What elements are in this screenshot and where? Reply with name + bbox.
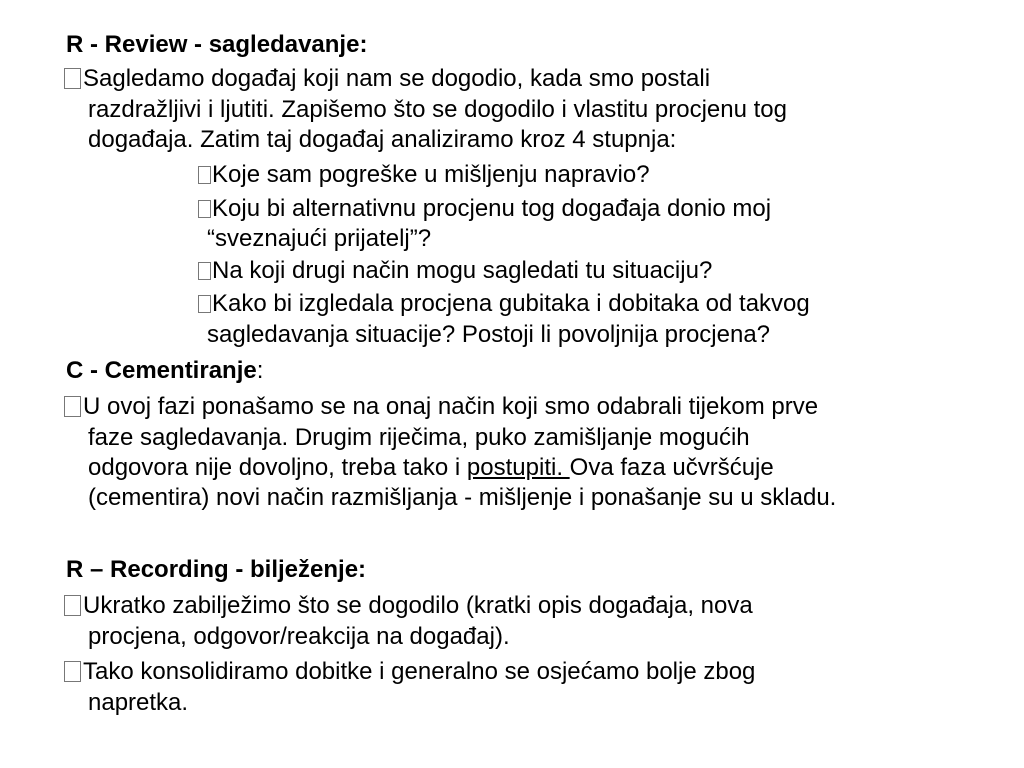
review-heading: R - Review - sagledavanje: (66, 31, 368, 58)
review-sub-item-4-cont: sagledavanja situacije? Postoji li povoljnija procjena? (207, 321, 771, 348)
bullet-box-icon (198, 166, 211, 184)
bullet-box-icon (64, 661, 81, 682)
cement-bullet-line-2: faze sagledavanja. Drugim riječima, puko zamišljanje mogućih (88, 424, 750, 451)
recording-heading: R – Recording - bilježenje: (66, 556, 367, 583)
review-sub-item-2-cont: “sveznajući prijatelj”? (207, 225, 432, 252)
review-sub-item-1: Koje sam pogreške u mišljenju napravio? (198, 160, 650, 190)
review-bullet-line-3: događaja. Zatim taj događaj analiziramo kroz 4 stupnja: (88, 126, 677, 153)
cement-bullet-line-3: odgovora nije dovoljno, treba tako i postupiti. Ova faza učvršćuje (88, 454, 774, 481)
recording-bullet-1-line-2: procjena, odgovor/reakcija na događaj). (88, 623, 510, 650)
bullet-box-icon (198, 295, 211, 313)
review-bullet-line-2: razdražljivi i ljutiti. Zapišemo što se dogodilo i vlastitu procjenu tog (88, 96, 787, 123)
cement-heading: C - Cementiranje: (66, 357, 264, 384)
cement-bullet-line-4: (cementira) novi način razmišljanja - mišljenje i ponašanje su u skladu. (88, 484, 837, 511)
bullet-box-icon (198, 262, 211, 280)
bullet-box-icon (64, 595, 81, 616)
recording-bullet-2-line-1: Tako konsolidiramo dobitke i generalno se osjećamo bolje zbog (64, 657, 755, 687)
bullet-box-icon (198, 200, 211, 218)
bullet-box-icon (64, 396, 81, 417)
review-sub-item-4: Kako bi izgledala procjena gubitaka i dobitaka od takvog (198, 289, 810, 319)
cement-bullet-line-1: U ovoj fazi ponašamo se na onaj način koji smo odabrali tijekom prve (64, 392, 818, 422)
review-sub-item-2: Koju bi alternativnu procjenu tog događaja donio moj (198, 194, 771, 224)
recording-bullet-1-line-1: Ukratko zabilježimo što se dogodilo (kratki opis događaja, nova (64, 591, 753, 621)
underlined-word: postupiti. (466, 454, 570, 481)
bullet-box-icon (64, 68, 81, 89)
review-sub-item-3: Na koji drugi način mogu sagledati tu situaciju? (198, 256, 712, 286)
review-bullet-line-1: Sagledamo događaj koji nam se dogodio, kada smo postali (64, 64, 710, 94)
recording-bullet-2-line-2: napretka. (88, 689, 189, 716)
